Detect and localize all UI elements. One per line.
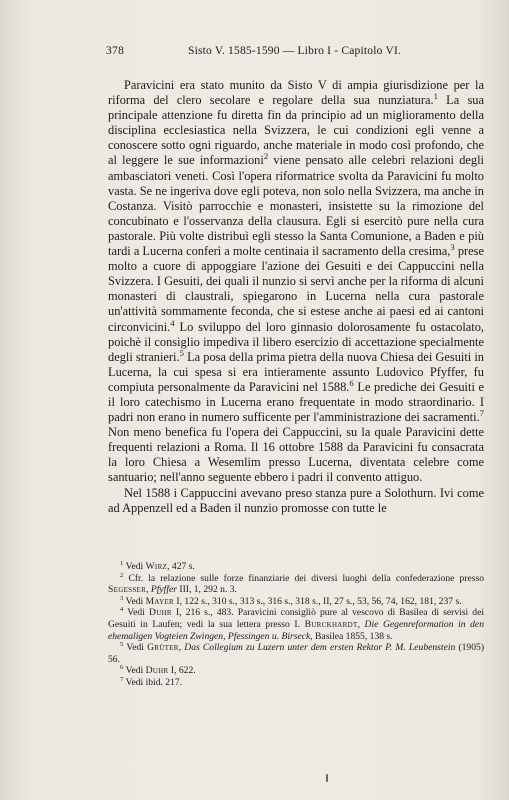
- paragraph: Nel 1588 i Cappuccini avevano preso stanza pure a Solothurn. Ivi come ad Appenzell ed a Baden il nunzio promosse con tutte le: [108, 485, 484, 515]
- footnote: $^4$ Vedi Duhr I, 216 s., 483. Paravicini consigliò pure al vescovo di Basilea di servisi dei Gesuiti in Laufen; vedi la sua lettera presso I. Burckhardt, Die Gegenreformation in den ehemaligen Vogteien Zwingen, Pfessingen u. Birseck, Basilea 1855, 138 s.: [108, 606, 484, 642]
- footnote-number: 2: [120, 571, 124, 579]
- footnotes: [108, 561, 484, 689]
- author-name: Duhr: [145, 665, 169, 677]
- footnote-marker: 5: [179, 347, 184, 358]
- scan-mark: [326, 774, 328, 782]
- page-number: 378: [106, 45, 125, 57]
- footnote-number: 6: [120, 664, 124, 672]
- footnote-number: 1: [120, 559, 124, 567]
- running-title: Sisto V. 1585-1590 — Libro I - Capitolo VI.: [188, 45, 402, 57]
- author-name: Mayer: [145, 595, 175, 607]
- main-text: [108, 78, 484, 516]
- footnote: $^6$ Vedi Duhr I, 622.: [120, 664, 196, 677]
- work-title: Pfyffer: [150, 584, 177, 596]
- footnote: $^5$ Vedi Grüter, Das Collegium zu Luzern unter dem ersten Rektor P. M. Leubenstein (1905) 56.: [108, 640, 485, 665]
- footnote: $^3$ Vedi Mayer I, 122 s., 310 s., 313 s., 316 s., 318 s., II, 27 s., 53, 56, 74, 162, 181, 237 s.: [120, 594, 462, 607]
- footnote-number: 4: [120, 606, 124, 614]
- paragraph: Paravicini era stato munito da Sisto V di ampia giurisdizione per la riforma del clero secolare e regolare della sua nunziatura.$^1$ La sua principale attenzione fu diretta fin da principio ad un miglioramento della disciplina ecclesiastica nella Svizzera, le cui condizioni egli venne a conoscere sotto ogni riguardo, anche materiale in modo così profondo, che al leggere le sue informazioni$^2$ viene pensato alle celebri relazioni degli ambasciatori veneti. Così l'opera riformatrice svolta da Paravicini fu molto vasta. Se ne ingeriva dove egli poteva, non solo nella Svizzera, ma anche in Costanza. Visitò parrocchie e monasteri, insistette su la rimozione del concubinato e l'osservanza della clausura. Egli si esercitò pure nella cura pastorale. Più volte distribuì egli stesso la Santa Comunione, a Baden e più tardi a Lucerna conferì a molte centinaia il sacramento della cresima,$^3$ prese molto a cuore di appoggiare l'azione dei Gesuiti e dei Cappuccini nella Svizzera. I Gesuiti, dei quali il nunzio si servì anche per la riforma di alcuni monasteri di claustrali, spiegarono in Lucerna nella cura pastorale un'attività sommamente feconda, che si estese anche ai paesi ed ai cantoni circonvicini.$^4$ Lo sviluppo del loro ginnasio dolorosamente fu ostacolato, poichè il consiglio impediva il libero esercizio di accettazione specialmente degli stranieri.$^5$ La posa della prima pietra della nuova Chiesa dei Gesuiti in Lucerna, la cui spesa si era intieramente assunto Ludovico Pfyffer, fu compiuta personalmente da Paravicini nel 1588.$^6$ Le prediche dei Gesuiti e il loro catechismo in Lucerna erano frequentate in modo straordinario. I padri non erano in numero sufficente per l'amministrazione dei sacramenti.$^7$ Non meno benefica fu l'opera dei Cappuccini, su la quale Paravicini dette frequenti relazioni a Roma. Il 16 ottobre 1588 da Paravicini fu consacrata la loro Chiesa a Wesemlim presso Lucerna, diventata celebre come santuario; nell'anno seguente ebbero i padri il convento attiguo.: [108, 78, 485, 485]
- footnote-marker: 4: [170, 317, 175, 328]
- footnote: $^7$ Vedi ibid. 217.: [120, 675, 183, 688]
- footnote-number: 3: [120, 594, 124, 602]
- footnote-number: 5: [120, 640, 124, 648]
- footnote-marker: 6: [349, 377, 354, 388]
- author-name: Wirz: [145, 561, 168, 572]
- footnote-number: 7: [120, 675, 124, 683]
- footnote-marker: 1: [433, 90, 438, 101]
- footnote: $^2$ Cfr. la relazione sulle forze finanziarie dei diversi luoghi della confederazione presso Segesser, Pfyffer III, 1, 292 n. 3.: [108, 571, 485, 596]
- work-title: Die Gegenreformation in den ehemaligen Vogteien Zwingen, Pfessingen u. Birseck: [108, 618, 484, 642]
- author-name: Burckhardt: [304, 618, 358, 630]
- footnote: $^1$ Vedi Wirz, 427 s.: [120, 559, 195, 572]
- work-title: Das Collegium zu Luzern unter dem ersten Rektor P. M. Leubenstein: [184, 642, 456, 654]
- author-name: Segesser: [108, 584, 147, 596]
- footnote-marker: 2: [263, 151, 269, 162]
- footnote-marker: 3: [450, 241, 455, 252]
- author-name: Grüter: [147, 642, 179, 654]
- author-name: Duhr: [148, 607, 172, 619]
- footnote-marker: 7: [479, 407, 484, 418]
